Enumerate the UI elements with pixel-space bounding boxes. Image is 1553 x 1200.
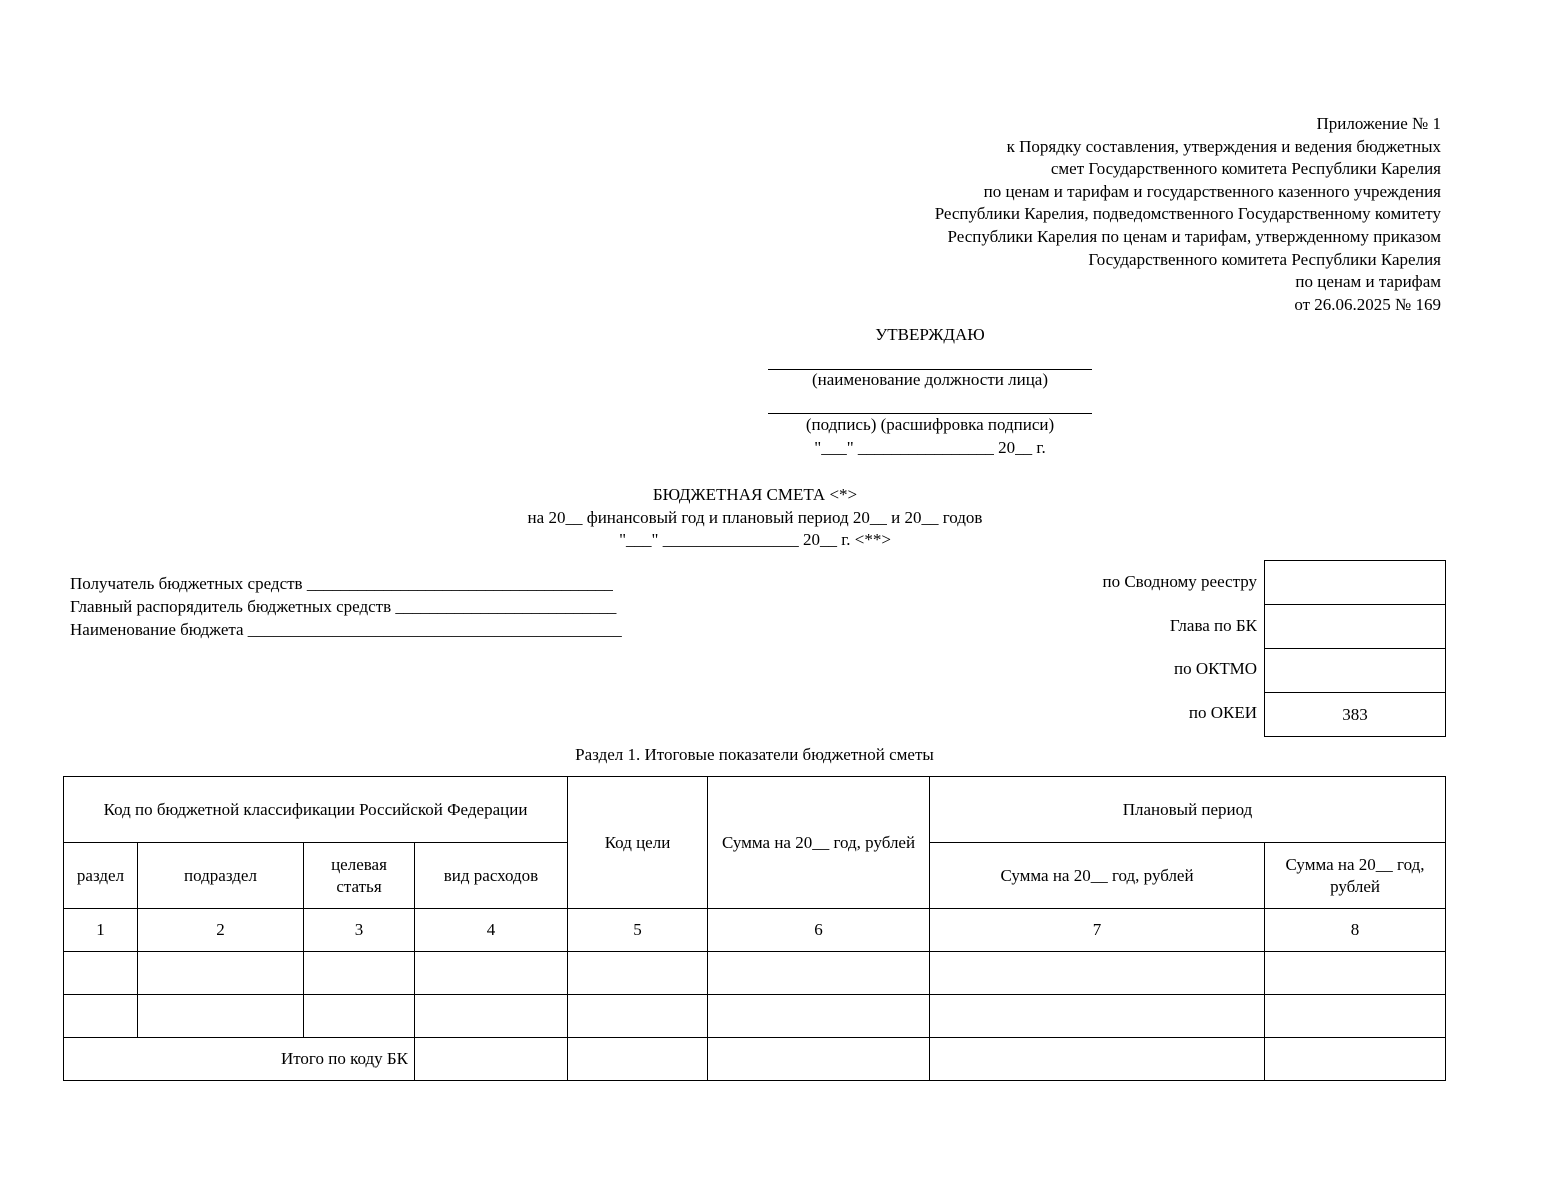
chief-manager-field: Главный распорядитель бюджетных средств __________________________ <box>70 597 617 616</box>
table-cell[interactable] <box>415 952 568 995</box>
table-cell[interactable] <box>1265 952 1446 995</box>
code-value-oktmo[interactable] <box>1265 649 1446 693</box>
table-cell[interactable] <box>304 952 415 995</box>
annex-line: Республики Карелия, подведомственного Государственному комитету <box>934 204 1441 224</box>
header-sum-plan1: Сумма на 20__ год, рублей <box>930 843 1265 909</box>
total-row <box>64 1038 1446 1081</box>
table-row <box>64 995 1446 1038</box>
header-bk-code: Код по бюджетной классификации Российской Федерации <box>64 777 568 843</box>
header-podrazdel: подраздел <box>138 843 304 909</box>
table-cell[interactable] <box>138 952 304 995</box>
annex-line: смет Государственного комитета Республики Карелия <box>1050 159 1441 179</box>
signature-caption: (подпись) (расшифровка подписи) <box>805 415 1055 434</box>
budget-name-field: Наименование бюджета ____________________________________________ <box>70 620 622 639</box>
signature-line[interactable] <box>768 413 1092 414</box>
table-cell[interactable] <box>415 995 568 1038</box>
table-cell[interactable] <box>568 995 708 1038</box>
table-cell[interactable] <box>708 995 930 1038</box>
column-number: 5 <box>568 909 708 952</box>
table-cell[interactable] <box>930 952 1265 995</box>
column-number: 7 <box>930 909 1265 952</box>
annex-line: по ценам и тарифам и государственного казенного учреждения <box>983 181 1441 201</box>
annex-line: Приложение № 1 <box>1316 114 1441 133</box>
header-goal-code: Код цели <box>568 777 708 909</box>
column-number: 6 <box>708 909 930 952</box>
annex-line: Республики Карелия по ценам и тарифам, утвержденному приказом <box>947 226 1441 246</box>
approval-date-line: "___" ________________ 20__ г. <box>814 438 1046 457</box>
table-cell[interactable] <box>1265 1038 1446 1081</box>
table-cell[interactable] <box>568 952 708 995</box>
approval-title: УТВЕРЖДАЮ <box>875 325 985 344</box>
budget-table <box>63 776 1446 1081</box>
table-cell[interactable] <box>64 995 138 1038</box>
annex-line: к Порядку составления, утверждения и ведения бюджетных <box>1006 136 1441 156</box>
section-title: Раздел 1. Итоговые показатели бюджетной сметы <box>575 745 934 764</box>
position-caption: (наименование должности лица) <box>811 370 1049 389</box>
recipient-block <box>70 572 622 641</box>
column-number: 8 <box>1265 909 1446 952</box>
table-cell[interactable] <box>568 1038 708 1081</box>
annex-line: по ценам и тарифам <box>1295 272 1441 292</box>
document-title-line1: БЮДЖЕТНАЯ СМЕТА <*> <box>652 485 858 504</box>
column-number: 3 <box>304 909 415 952</box>
header-target-article: целевая статья <box>304 843 415 909</box>
code-value-chapter[interactable] <box>1265 605 1446 649</box>
table-row <box>64 952 1446 995</box>
codes-table <box>1264 560 1446 737</box>
annex-header <box>935 113 1441 316</box>
document-title-line3: "___" ________________ 20__ г. <**> <box>619 530 891 549</box>
code-value-okei[interactable]: 383 <box>1265 693 1446 737</box>
annex-line: Государственного комитета Республики Карелия <box>1088 249 1441 269</box>
table-cell[interactable] <box>304 995 415 1038</box>
column-number: 1 <box>64 909 138 952</box>
recipient-field: Получатель бюджетных средств ____________________________________ <box>70 574 613 593</box>
total-label: Итого по коду БК <box>64 1038 415 1081</box>
code-value-registry[interactable] <box>1265 561 1446 605</box>
header-plan-period: Плановый период <box>930 777 1446 843</box>
header-razdel: раздел <box>64 843 138 909</box>
column-number: 2 <box>138 909 304 952</box>
code-label-registry: по Сводному реестру <box>1102 572 1257 591</box>
document-title <box>360 484 1150 552</box>
header-sum-current: Сумма на 20__ год, рублей <box>708 777 930 909</box>
code-label-okei: по ОКЕИ <box>1188 703 1257 722</box>
header-sum-plan2: Сумма на 20__ год, рублей <box>1265 843 1446 909</box>
table-cell[interactable] <box>415 1038 568 1081</box>
code-label-oktmo: по ОКТМО <box>1173 659 1257 678</box>
column-number: 4 <box>415 909 568 952</box>
table-cell[interactable] <box>708 952 930 995</box>
document-title-line2: на 20__ финансовый год и плановый период 20__ и 20__ годов <box>527 507 983 527</box>
table-cell[interactable] <box>930 995 1265 1038</box>
code-label-chapter: Глава по БК <box>1169 616 1257 635</box>
table-cell[interactable] <box>708 1038 930 1081</box>
table-cell[interactable] <box>1265 995 1446 1038</box>
header-expense-type: вид расходов <box>415 843 568 909</box>
table-cell[interactable] <box>64 952 138 995</box>
table-cell[interactable] <box>138 995 304 1038</box>
annex-line: от 26.06.2025 № 169 <box>1294 294 1441 314</box>
table-cell[interactable] <box>930 1038 1265 1081</box>
